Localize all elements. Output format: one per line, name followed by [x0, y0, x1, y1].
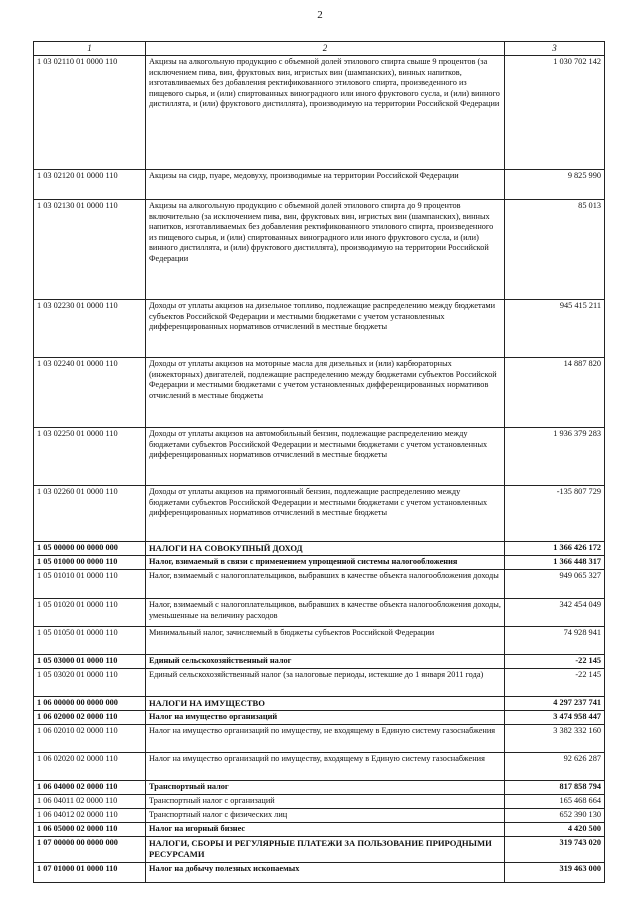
- table-row: [34, 200, 605, 300]
- amount-cell: -135 807 729: [505, 486, 605, 542]
- description-cell: Доходы от уплаты акцизов на моторные масла для дизельных и (или) карбюраторных (инжекторных) двигателей, подлежащие распределению между бюджетами субъектов Российской Федерации и местными бюджетами с учетом установленных дифференцированных нормативов отчислений в местные бюджеты: [146, 358, 505, 428]
- table-row: [34, 300, 605, 358]
- table-row: [34, 669, 605, 697]
- table-row: [34, 711, 605, 725]
- budget-code-cell: 1 05 03000 01 0000 110: [34, 655, 146, 669]
- table-row: [34, 795, 605, 809]
- budget-code-cell: 1 06 04012 02 0000 110: [34, 809, 146, 823]
- description-cell: Акцизы на сидр, пуаре, медовуху, производимые на территории Российской Федерации: [146, 170, 505, 200]
- budget-code-cell: 1 05 00000 00 0000 000: [34, 542, 146, 556]
- amount-cell: 949 065 327: [505, 570, 605, 599]
- budget-code-cell: 1 03 02120 01 0000 110: [34, 170, 146, 200]
- budget-code-cell: 1 05 01010 01 0000 110: [34, 570, 146, 599]
- amount-cell: 1 366 448 317: [505, 556, 605, 570]
- column-header-description: 2: [146, 42, 505, 56]
- table-row: [34, 809, 605, 823]
- budget-code-cell: 1 05 01020 01 0000 110: [34, 599, 146, 627]
- description-cell: Доходы от уплаты акцизов на автомобильный бензин, подлежащие распределению между бюджетами субъектов Российской Федерации и местными бюджетами с учетом установленных дифференцированных нормативов отчислений в местные бюджеты: [146, 428, 505, 486]
- table-row: [34, 837, 605, 863]
- budget-code-cell: 1 05 01050 01 0000 110: [34, 627, 146, 655]
- amount-cell: 945 415 211: [505, 300, 605, 358]
- description-cell: НАЛОГИ, СБОРЫ И РЕГУЛЯРНЫЕ ПЛАТЕЖИ ЗА ПОЛЬЗОВАНИЕ ПРИРОДНЫМИ РЕСУРСАМИ: [146, 837, 505, 863]
- budget-code-cell: 1 05 01000 00 0000 110: [34, 556, 146, 570]
- budget-code-cell: 1 06 00000 00 0000 000: [34, 697, 146, 711]
- description-cell: Транспортный налог: [146, 781, 505, 795]
- table-row: [34, 823, 605, 837]
- budget-code-cell: 1 06 04000 02 0000 110: [34, 781, 146, 795]
- table-row: [34, 556, 605, 570]
- description-cell: Налог на имущество организаций по имуществу, не входящему в Единую систему газоснабжения: [146, 725, 505, 753]
- budget-code-cell: 1 06 04011 02 0000 110: [34, 795, 146, 809]
- table-row: [34, 570, 605, 599]
- budget-code-cell: 1 03 02110 01 0000 110: [34, 56, 146, 170]
- description-cell: НАЛОГИ НА СОВОКУПНЫЙ ДОХОД: [146, 542, 505, 556]
- table-row: [34, 627, 605, 655]
- amount-cell: 14 887 820: [505, 358, 605, 428]
- table-row: [34, 599, 605, 627]
- table-row: [34, 170, 605, 200]
- amount-cell: 85 013: [505, 200, 605, 300]
- amount-cell: 817 858 794: [505, 781, 605, 795]
- budget-code-cell: 1 06 05000 02 0000 110: [34, 823, 146, 837]
- amount-cell: 1 936 379 283: [505, 428, 605, 486]
- column-header-row: [34, 42, 605, 56]
- amount-cell: -22 145: [505, 669, 605, 697]
- budget-code-cell: 1 06 02020 02 0000 110: [34, 753, 146, 781]
- budget-code-cell: 1 03 02260 01 0000 110: [34, 486, 146, 542]
- description-cell: Доходы от уплаты акцизов на дизельное топливо, подлежащие распределению между бюджетами субъектов Российской Федерации и местными бюджетами с учетом установленных дифференцированных нормативов отчислений в местные бюджеты: [146, 300, 505, 358]
- table-row: [34, 56, 605, 170]
- budget-code-cell: 1 07 00000 00 0000 000: [34, 837, 146, 863]
- table-row: [34, 542, 605, 556]
- description-cell: Доходы от уплаты акцизов на прямогонный бензин, подлежащие распределению между бюджетами субъектов Российской Федерации и местными бюджетами с учетом установленных дифференцированных нормативов отчислений в местные бюджеты: [146, 486, 505, 542]
- description-cell: Налог на имущество организаций: [146, 711, 505, 725]
- table-row: [34, 655, 605, 669]
- table-row: [34, 486, 605, 542]
- description-cell: Налог, взимаемый с налогоплательщиков, выбравших в качестве объекта налогообложения доходы: [146, 570, 505, 599]
- budget-code-cell: 1 07 01000 01 0000 110: [34, 863, 146, 883]
- amount-cell: 1 030 702 142: [505, 56, 605, 170]
- description-cell: Налог на имущество организаций по имуществу, входящему в Единую систему газоснабжения: [146, 753, 505, 781]
- budget-code-cell: 1 06 02010 02 0000 110: [34, 725, 146, 753]
- budget-code-cell: 1 06 02000 02 0000 110: [34, 711, 146, 725]
- table-row: [34, 863, 605, 883]
- table-row: [34, 753, 605, 781]
- amount-cell: 9 825 990: [505, 170, 605, 200]
- amount-cell: 652 390 130: [505, 809, 605, 823]
- amount-cell: 1 366 426 172: [505, 542, 605, 556]
- amount-cell: 4 297 237 741: [505, 697, 605, 711]
- description-cell: Акцизы на алкогольную продукцию с объемной долей этилового спирта до 9 процентов включительно (за исключением пива, вин, фруктовых вин, игристых вин (шампанских), винных напитков, изготавливаемых без добавления ректификованного этилового спирта, произведенного из пищевого сырья, и (или) спиртованных виноградного или иного фруктового сусла, и (или) винного дистиллята, и (или) фруктового дистиллята), производимую на территории Российской Федерации: [146, 200, 505, 300]
- amount-cell: 3 382 332 160: [505, 725, 605, 753]
- column-header-code: 1: [34, 42, 146, 56]
- amount-cell: 74 928 941: [505, 627, 605, 655]
- amount-cell: 3 474 958 447: [505, 711, 605, 725]
- table-row: [34, 725, 605, 753]
- amount-cell: 92 626 287: [505, 753, 605, 781]
- amount-cell: 319 463 000: [505, 863, 605, 883]
- description-cell: НАЛОГИ НА ИМУЩЕСТВО: [146, 697, 505, 711]
- budget-code-cell: 1 03 02230 01 0000 110: [34, 300, 146, 358]
- amount-cell: 319 743 020: [505, 837, 605, 863]
- amount-cell: 342 454 049: [505, 599, 605, 627]
- table-row: [34, 358, 605, 428]
- page-number: 2: [317, 9, 323, 21]
- description-cell: Налог на добычу полезных ископаемых: [146, 863, 505, 883]
- description-cell: Акцизы на алкогольную продукцию с объемной долей этилового спирта свыше 9 процентов (за исключением пива, вин, фруктовых вин, игристых вин (шампанских), винных напитков, изготавливаемых без добавления ректификованного этилового спирта, произведенного из пищевого сырья, и (или) спиртованных виноградного или иного фруктового сусла, и (или) винного дистиллята, и (или) фруктового дистиллята), производимую на территории Российской Федерации: [146, 56, 505, 170]
- table-row: [34, 697, 605, 711]
- description-cell: Единый сельскохозяйственный налог: [146, 655, 505, 669]
- revenue-table: [33, 41, 605, 883]
- description-cell: Минимальный налог, зачисляемый в бюджеты субъектов Российской Федерации: [146, 627, 505, 655]
- table-row: [34, 781, 605, 795]
- description-cell: Налог, взимаемый с налогоплательщиков, выбравших в качестве объекта налогообложения доходы, уменьшенные на величину расходов: [146, 599, 505, 627]
- description-cell: Налог на игорный бизнес: [146, 823, 505, 837]
- amount-cell: 165 468 664: [505, 795, 605, 809]
- table-row: [34, 428, 605, 486]
- description-cell: Налог, взимаемый в связи с применением упрощенной системы налогообложения: [146, 556, 505, 570]
- amount-cell: 4 420 500: [505, 823, 605, 837]
- budget-code-cell: 1 03 02240 01 0000 110: [34, 358, 146, 428]
- budget-code-cell: 1 05 03020 01 0000 110: [34, 669, 146, 697]
- description-cell: Транспортный налог с физических лиц: [146, 809, 505, 823]
- amount-cell: -22 145: [505, 655, 605, 669]
- column-header-amount: 3: [505, 42, 605, 56]
- budget-code-cell: 1 03 02130 01 0000 110: [34, 200, 146, 300]
- budget-code-cell: 1 03 02250 01 0000 110: [34, 428, 146, 486]
- description-cell: Единый сельскохозяйственный налог (за налоговые периоды, истекшие до 1 января 2011 года): [146, 669, 505, 697]
- description-cell: Транспортный налог с организаций: [146, 795, 505, 809]
